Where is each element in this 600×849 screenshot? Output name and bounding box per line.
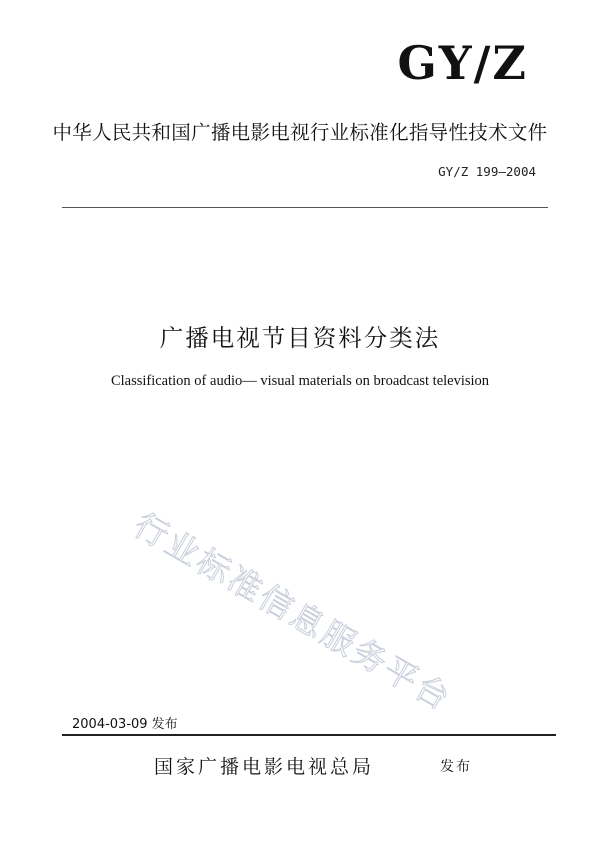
standard-logo: GY/Z — [397, 36, 528, 90]
title-chinese: 广播电视节目资料分类法 — [159, 324, 441, 352]
publish-date: 2004-03-09 发布 — [72, 717, 178, 732]
title-english: Classification of audio— visual materials on broadcast television — [110, 373, 490, 389]
issuing-authority: 国家广播电影电视总局 — [154, 756, 375, 778]
watermark: 行业标准信息服务平台 — [127, 505, 459, 719]
footer-divider — [62, 734, 556, 736]
document-category: 中华人民共和国广播电影电视行业标准化指导性技术文件 — [52, 121, 548, 144]
issue-label: 发布 — [440, 759, 472, 775]
header-divider — [62, 207, 548, 208]
document-code: GY/Z 199—2004 — [438, 164, 536, 179]
